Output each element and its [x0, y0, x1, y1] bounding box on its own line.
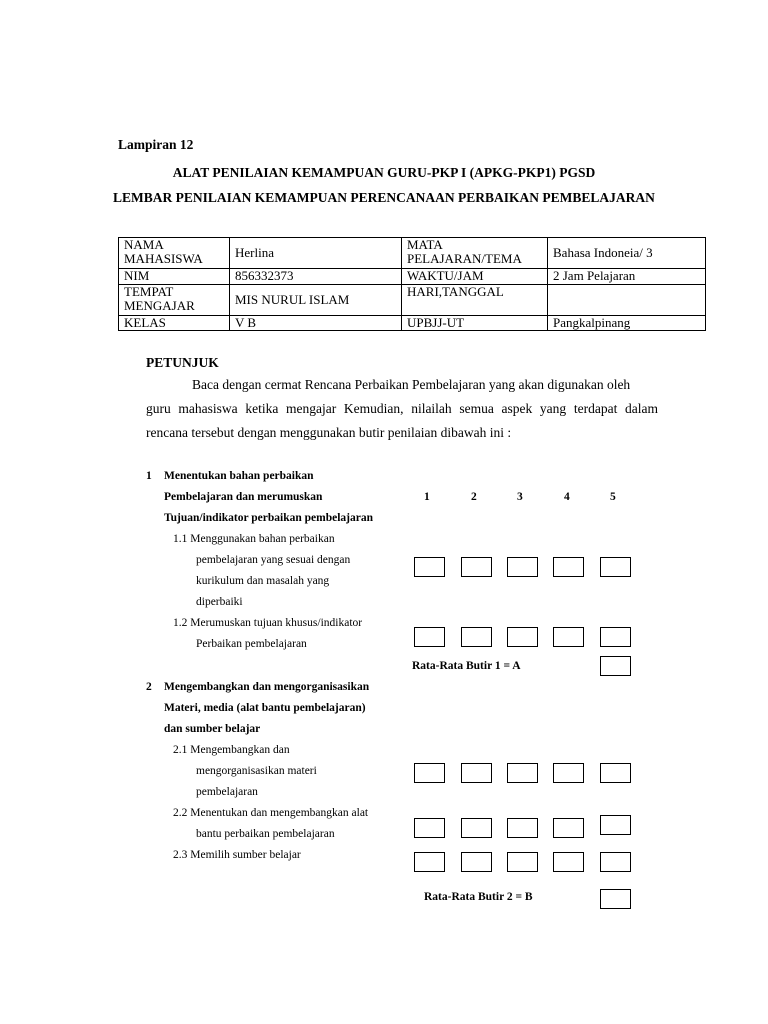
table-row: [119, 238, 706, 269]
upbjj-label: UPBJJ-UT: [402, 316, 548, 331]
table-row: [119, 316, 706, 331]
section-2-number: 2: [146, 681, 152, 693]
score-box-2-3-2[interactable]: [461, 852, 492, 872]
score-box-2-3-3[interactable]: [507, 852, 538, 872]
waktu-value: 2 Jam Pelajaran: [548, 269, 706, 285]
score-box-1-2-2[interactable]: [461, 627, 492, 647]
item-2-2-line-2: bantu perbaikan pembelajaran: [196, 828, 335, 840]
lampiran-label: Lampiran 12: [118, 137, 194, 152]
tempat-value: MIS NURUL ISLAM: [230, 285, 402, 316]
section-1-heading-line-1: Menentukan bahan perbaikan: [164, 470, 314, 482]
item-2-3-line-1: 2.3 Memilih sumber belajar: [173, 849, 301, 861]
score-box-1-2-4[interactable]: [553, 627, 584, 647]
score-box-1-2-5[interactable]: [600, 627, 631, 647]
identity-table: [118, 237, 706, 331]
section-1-heading-line-2: Pembelajaran dan merumuskan: [164, 491, 323, 503]
score-box-2-1-2[interactable]: [461, 763, 492, 783]
score-box-2-3-1[interactable]: [414, 852, 445, 872]
average-2-label: Rata-Rata Butir 2 = B: [424, 891, 533, 903]
score-box-2-3-4[interactable]: [553, 852, 584, 872]
hari-label: HARI,TANGGAL: [402, 285, 548, 316]
average-2-box[interactable]: [600, 889, 631, 909]
mapel-value: Bahasa Indoneia/ 3: [548, 238, 706, 269]
petunjuk-heading: PETUNJUK: [146, 355, 219, 370]
tempat-label: TEMPAT MENGAJAR: [119, 285, 230, 316]
score-box-2-1-4[interactable]: [553, 763, 584, 783]
score-box-2-2-4[interactable]: [553, 818, 584, 838]
item-1-1-line-1: 1.1 Menggunakan bahan perbaikan: [173, 533, 335, 545]
score-box-2-2-1[interactable]: [414, 818, 445, 838]
score-box-2-3-5[interactable]: [600, 852, 631, 872]
average-1-box[interactable]: [600, 656, 631, 676]
nama-label: NAMA MAHASISWA: [119, 238, 230, 269]
upbjj-value: Pangkalpinang: [548, 316, 706, 331]
table-row: [119, 285, 706, 316]
score-box-1-1-3[interactable]: [507, 557, 538, 577]
document-title: ALAT PENILAIAN KEMAMPUAN GURU-PKP I (APKG-PKP1) PGSD: [172, 165, 596, 180]
score-box-2-1-5[interactable]: [600, 763, 631, 783]
scale-label-2: 2: [471, 491, 477, 503]
nama-value: Herlina: [230, 238, 402, 269]
score-box-1-1-4[interactable]: [553, 557, 584, 577]
item-1-1-line-3: kurikulum dan masalah yang: [196, 575, 330, 587]
section-1-heading-line-3: Tujuan/indikator perbaikan pembelajaran: [164, 512, 373, 524]
score-box-1-2-3[interactable]: [507, 627, 538, 647]
waktu-label: WAKTU/JAM: [402, 269, 548, 285]
average-1-label: Rata-Rata Butir 1 = A: [412, 660, 521, 672]
item-2-2-line-1: 2.2 Menentukan dan mengembangkan alat: [173, 807, 369, 819]
item-1-1-line-4: diperbaiki: [196, 596, 243, 608]
item-2-1-line-3: pembelajaran: [196, 786, 258, 798]
item-1-1-line-2: pembelajaran yang sesuai dengan: [196, 554, 351, 566]
kelas-label: KELAS: [119, 316, 230, 331]
petunjuk-line-3: rencana tersebut dengan menggunakan butir penilaian dibawah ini :: [146, 425, 512, 440]
item-2-1-line-2: mengorganisasikan materi: [196, 765, 317, 777]
document-subtitle: LEMBAR PENILAIAN KEMAMPUAN PERENCANAAN PERBAIKAN PEMBELAJARAN: [113, 190, 655, 205]
score-box-1-1-2[interactable]: [461, 557, 492, 577]
petunjuk-line-1: Baca dengan cermat Rencana Perbaikan Pembelajaran yang akan digunakan oleh: [192, 377, 631, 392]
score-box-1-1-5[interactable]: [600, 557, 631, 577]
item-1-2-line-1: 1.2 Merumuskan tujuan khusus/indikator: [173, 617, 363, 629]
table-row: [119, 269, 706, 285]
scale-label-5: 5: [610, 491, 616, 503]
score-box-2-2-5[interactable]: [600, 815, 631, 835]
hari-value: [548, 285, 706, 316]
kelas-value: V B: [230, 316, 402, 331]
score-box-1-2-1[interactable]: [414, 627, 445, 647]
scale-label-4: 4: [564, 491, 570, 503]
scale-label-3: 3: [517, 491, 523, 503]
section-2-heading-line-3: dan sumber belajar: [164, 723, 261, 735]
score-box-2-2-2[interactable]: [461, 818, 492, 838]
score-box-2-1-1[interactable]: [414, 763, 445, 783]
nim-value: 856332373: [230, 269, 402, 285]
item-2-1-line-1: 2.1 Mengembangkan dan: [173, 744, 290, 756]
section-1-number: 1: [146, 470, 152, 482]
petunjuk-line-2: guru mahasiswa ketika mengajar Kemudian, nilailah semua aspek yang terdapat dalam: [146, 401, 658, 416]
nim-label: NIM: [119, 269, 230, 285]
score-box-1-1-1[interactable]: [414, 557, 445, 577]
score-box-2-2-3[interactable]: [507, 818, 538, 838]
section-2-heading-line-2: Materi, media (alat bantu pembelajaran): [164, 702, 366, 714]
score-box-2-1-3[interactable]: [507, 763, 538, 783]
scale-label-1: 1: [424, 491, 430, 503]
mapel-label: MATA PELAJARAN/TEMA: [402, 238, 548, 269]
section-2-heading-line-1: Mengembangkan dan mengorganisasikan: [164, 681, 370, 693]
item-1-2-line-2: Perbaikan pembelajaran: [196, 638, 307, 650]
